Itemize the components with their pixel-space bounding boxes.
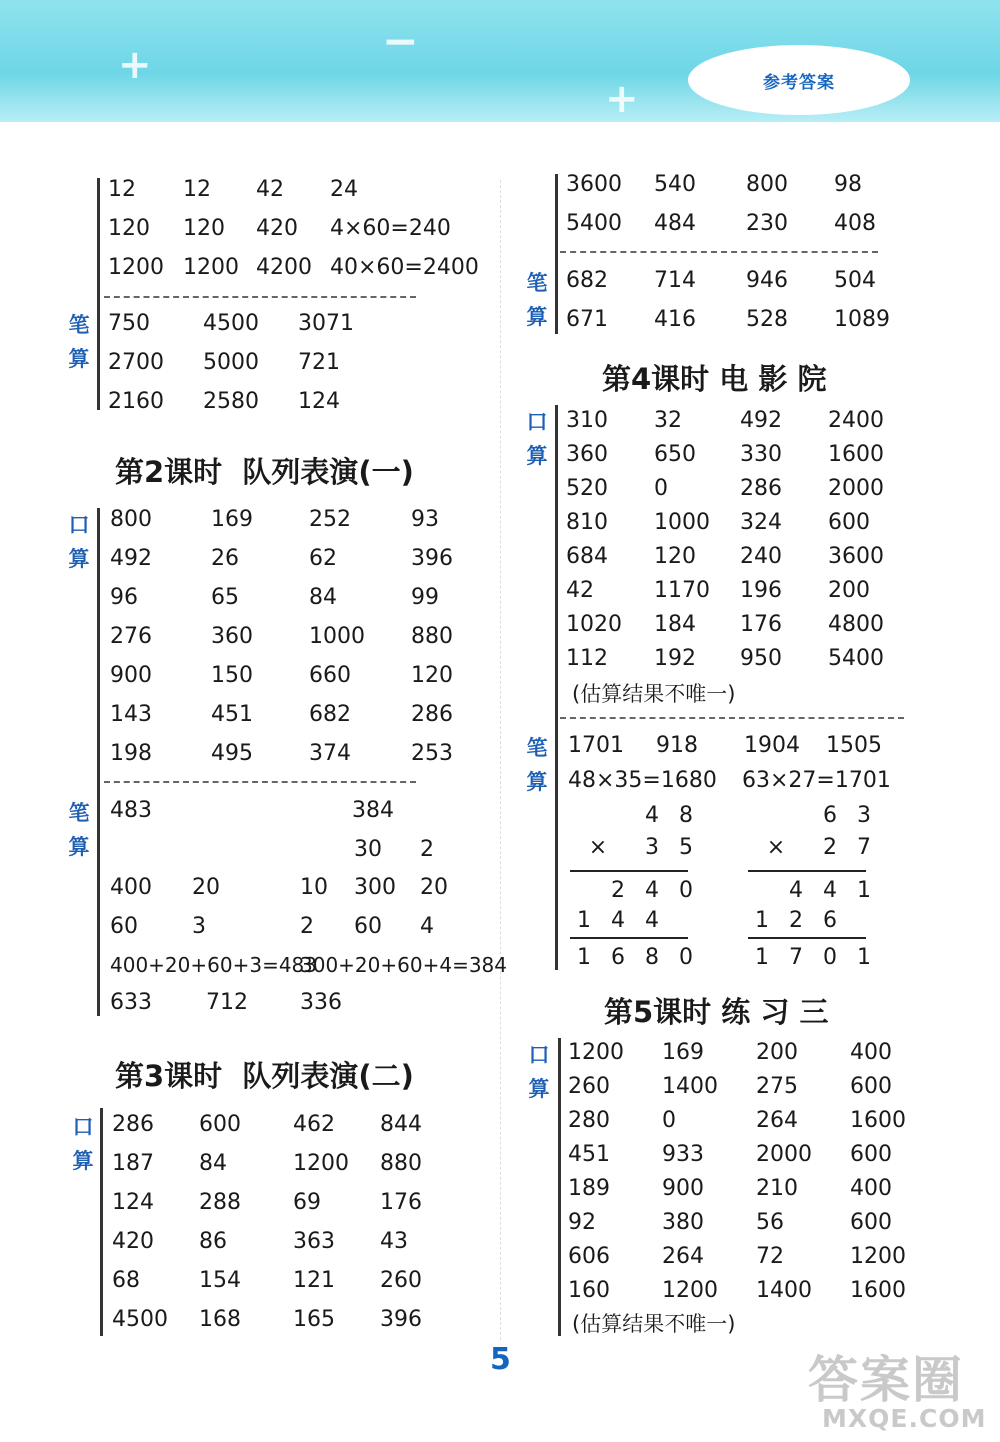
answer-cell: 750: [108, 311, 150, 336]
answer-cell: 192: [654, 646, 696, 671]
answer-cell: 69: [293, 1190, 321, 1215]
answer-cell: 96: [110, 585, 138, 610]
answer-cell: 324: [740, 510, 782, 535]
answer-cell: 330: [740, 442, 782, 467]
answer-cell: 504: [834, 268, 876, 293]
answer-cell: 682: [309, 702, 351, 727]
label-bi: 笔算: [526, 271, 548, 329]
answer-cell: 2580: [203, 389, 259, 414]
answer-cell: 189: [568, 1176, 610, 1201]
label-kou: 口算: [72, 1115, 94, 1173]
calc-rule: [570, 937, 688, 939]
answer-cell: 400+20+60+3=483: [110, 953, 318, 977]
answer-cell: 880: [380, 1151, 422, 1176]
answer-cell: 260: [568, 1074, 610, 1099]
section-bar: [555, 174, 558, 334]
answer-cell: 1600: [850, 1278, 906, 1303]
answer-cell: 374: [309, 741, 351, 766]
answer-cell: 84: [309, 585, 337, 610]
answer-cell: 1200: [108, 255, 164, 280]
calc-digit: 4: [645, 908, 659, 933]
answer-cell: 260: [380, 1268, 422, 1293]
calc-digit: 7: [857, 835, 871, 860]
answer-cell: 168: [199, 1307, 241, 1332]
answer-cell: 1701: [568, 733, 624, 758]
answer-cell: 120: [654, 544, 696, 569]
calc-digit: 1: [857, 945, 871, 970]
answer-cell: 169: [211, 507, 253, 532]
calc-digit: 2: [789, 908, 803, 933]
lesson4-title: 第4课时 电 影 院: [602, 362, 827, 396]
answer-cell: 484: [654, 211, 696, 236]
answer-cell: 56: [756, 1210, 784, 1235]
answer-cell: 918: [656, 733, 698, 758]
answer-cell: 12: [183, 177, 211, 202]
answer-cell: 946: [746, 268, 788, 293]
label-bi: 笔算: [68, 313, 90, 371]
section-bar: [555, 405, 558, 970]
calc-digit: 3: [645, 835, 659, 860]
answer-cell: 200: [828, 578, 870, 603]
answer-cell: 950: [740, 646, 782, 671]
answer-cell: 360: [211, 624, 253, 649]
dashed-divider: [104, 296, 416, 298]
dashed-divider: [560, 717, 904, 719]
answer-cell: 99: [411, 585, 439, 610]
answer-cell: 671: [566, 307, 608, 332]
calc-digit: 1: [755, 908, 769, 933]
answer-cell: 300: [354, 875, 396, 900]
answer-cell: 2000: [828, 476, 884, 501]
answer-cell: 2160: [108, 389, 164, 414]
label-kou: 口算: [528, 1043, 550, 1101]
answer-cell: 660: [309, 663, 351, 688]
answer-cell: 900: [662, 1176, 704, 1201]
answer-cell: 600: [850, 1210, 892, 1235]
answer-cell: 72: [756, 1244, 784, 1269]
answer-cell: 600: [828, 510, 870, 535]
answer-cell: 42: [256, 177, 284, 202]
answer-cell: 86: [199, 1229, 227, 1254]
calc-digit: ×: [766, 835, 786, 860]
answer-cell: 360: [566, 442, 608, 467]
answer-cell: 176: [740, 612, 782, 637]
answer-cell: 880: [411, 624, 453, 649]
answer-cell: 62: [309, 546, 337, 571]
calc-digit: 4: [645, 803, 659, 828]
answer-cell: 120: [183, 216, 225, 241]
calc-rule: [570, 870, 688, 872]
label-kou: 口算: [526, 410, 548, 468]
answer-cell: 528: [746, 307, 788, 332]
answer-cell: 63×27=1701: [742, 768, 891, 793]
calc-digit: 1: [857, 878, 871, 903]
answer-cell: 810: [566, 510, 608, 535]
answer-cell: 2000: [756, 1142, 812, 1167]
answer-cell: 165: [293, 1307, 335, 1332]
calc-digit: 2: [823, 835, 837, 860]
answer-cell: 540: [654, 172, 696, 197]
answer-cell: 1000: [654, 510, 710, 535]
answer-cell: 60: [354, 914, 382, 939]
answer-cell: 124: [112, 1190, 154, 1215]
answer-cell: 40×60=2400: [330, 255, 479, 280]
calc-digit: ×: [588, 835, 608, 860]
calc-rule: [748, 937, 866, 939]
answer-cell: 1400: [756, 1278, 812, 1303]
calc-digit: 4: [823, 878, 837, 903]
answer-cell: 112: [566, 646, 608, 671]
answer-cell: 1020: [566, 612, 622, 637]
answer-cell: 1400: [662, 1074, 718, 1099]
answer-cell: 400: [850, 1040, 892, 1065]
answer-cell: 396: [380, 1307, 422, 1332]
answer-cell: 1000: [309, 624, 365, 649]
answer-cell: 400: [850, 1176, 892, 1201]
answer-cell: 600: [850, 1142, 892, 1167]
label-kou: 口算: [68, 513, 90, 571]
calc-digit: 8: [645, 945, 659, 970]
answer-cell: 408: [834, 211, 876, 236]
answer-cell: 230: [746, 211, 788, 236]
plus-symbol: +: [118, 42, 152, 88]
answer-cell: 800: [110, 507, 152, 532]
answer-cell: 1170: [654, 578, 710, 603]
watermark-url: MXQE.COM: [822, 1404, 987, 1433]
answer-cell: 198: [110, 741, 152, 766]
answer-cell: 3600: [828, 544, 884, 569]
answer-cell: 721: [298, 350, 340, 375]
answer-cell: 240: [740, 544, 782, 569]
answer-cell: 154: [199, 1268, 241, 1293]
answer-cell: 5400: [828, 646, 884, 671]
answer-cell: 380: [662, 1210, 704, 1235]
estimate-note: (估算结果不唯一): [572, 682, 736, 706]
calc-digit: 8: [679, 803, 693, 828]
answer-cell: 264: [756, 1108, 798, 1133]
answer-cell: 684: [566, 544, 608, 569]
answer-cell: 714: [654, 268, 696, 293]
answer-cell: 400: [110, 875, 152, 900]
calc-digit: 1: [577, 908, 591, 933]
answer-cell: 124: [298, 389, 340, 414]
answer-cell: 210: [756, 1176, 798, 1201]
answer-cell: 2: [420, 837, 434, 862]
answer-cell: 288: [199, 1190, 241, 1215]
answer-cell: 483: [110, 798, 152, 823]
calc-digit: 6: [823, 908, 837, 933]
answer-cell: 1904: [744, 733, 800, 758]
answer-cell: 3071: [298, 311, 354, 336]
answer-cell: 416: [654, 307, 696, 332]
answer-cell: 286: [112, 1112, 154, 1137]
answer-cell: 0: [654, 476, 668, 501]
answer-cell: 4200: [256, 255, 312, 280]
estimate-note: (估算结果不唯一): [572, 1312, 736, 1336]
lesson3-title: 第3课时 队列表演(二): [115, 1059, 414, 1093]
answer-cell: 120: [411, 663, 453, 688]
answer-cell: 420: [112, 1229, 154, 1254]
answer-cell: 1089: [834, 307, 890, 332]
answer-cell: 184: [654, 612, 696, 637]
answer-cell: 253: [411, 741, 453, 766]
dashed-divider: [104, 781, 416, 783]
answer-cell: 30: [354, 837, 382, 862]
answer-cell: 20: [420, 875, 448, 900]
answer-cell: 650: [654, 442, 696, 467]
answer-cell: 143: [110, 702, 152, 727]
answer-cell: 606: [568, 1244, 610, 1269]
calc-digit: 6: [611, 945, 625, 970]
answer-cell: 275: [756, 1074, 798, 1099]
answer-cell: 160: [568, 1278, 610, 1303]
calc-digit: 0: [679, 878, 693, 903]
answer-cell: 24: [330, 177, 358, 202]
answer-cell: 4500: [203, 311, 259, 336]
answer-cell: 712: [206, 990, 248, 1015]
answer-cell: 800: [746, 172, 788, 197]
answer-cell: 286: [740, 476, 782, 501]
answer-cell: 520: [566, 476, 608, 501]
answer-cell: 300+20+60+4=384: [300, 953, 508, 977]
header-banner: [0, 0, 1000, 122]
answer-cell: 20: [192, 875, 220, 900]
answer-cell: 32: [654, 408, 682, 433]
calc-digit: 1: [577, 945, 591, 970]
calc-digit: 2: [611, 878, 625, 903]
answer-cell: 4800: [828, 612, 884, 637]
answer-cell: 451: [568, 1142, 610, 1167]
page-number: 5: [490, 1342, 511, 1377]
answer-cell: 43: [380, 1229, 408, 1254]
answer-cell: 1505: [826, 733, 882, 758]
answer-cell: 633: [110, 990, 152, 1015]
calc-rule: [748, 870, 866, 872]
watermark-logo: 答案圈: [808, 1351, 964, 1409]
answer-cell: 363: [293, 1229, 335, 1254]
answer-cell: 420: [256, 216, 298, 241]
answer-cell: 1200: [183, 255, 239, 280]
answer-cell: 92: [568, 1210, 596, 1235]
answer-cell: 120: [108, 216, 150, 241]
calc-digit: 6: [823, 803, 837, 828]
answer-cell: 1200: [850, 1244, 906, 1269]
answer-cell: 176: [380, 1190, 422, 1215]
answer-cell: 462: [293, 1112, 335, 1137]
answer-cell: 310: [566, 408, 608, 433]
calc-digit: 1: [755, 945, 769, 970]
answer-cell: 1600: [850, 1108, 906, 1133]
answer-badge-label: 参考答案: [763, 72, 835, 93]
answer-cell: 26: [211, 546, 239, 571]
answer-cell: 682: [566, 268, 608, 293]
plus-symbol: +: [605, 76, 639, 122]
answer-cell: 384: [352, 798, 394, 823]
answer-cell: 169: [662, 1040, 704, 1065]
answer-cell: 844: [380, 1112, 422, 1137]
section-bar: [558, 1038, 561, 1336]
section-bar: [100, 1108, 103, 1336]
answer-cell: 4×60=240: [330, 216, 451, 241]
section-bar: [97, 178, 100, 410]
answer-cell: 2: [300, 914, 314, 939]
answer-cell: 2700: [108, 350, 164, 375]
label-bi: 笔算: [526, 736, 548, 794]
answer-cell: 396: [411, 546, 453, 571]
calc-digit: 0: [679, 945, 693, 970]
calc-digit: 5: [679, 835, 693, 860]
answer-cell: 1200: [293, 1151, 349, 1176]
answer-cell: 93: [411, 507, 439, 532]
lesson2-title: 第2课时 队列表演(一): [115, 455, 414, 489]
section-bar: [97, 508, 100, 1016]
calc-digit: 4: [645, 878, 659, 903]
answer-cell: 12: [108, 177, 136, 202]
answer-cell: 900: [110, 663, 152, 688]
answer-cell: 121: [293, 1268, 335, 1293]
answer-cell: 3600: [566, 172, 622, 197]
answer-cell: 150: [211, 663, 253, 688]
answer-cell: 48×35=1680: [568, 768, 717, 793]
answer-cell: 60: [110, 914, 138, 939]
answer-cell: 68: [112, 1268, 140, 1293]
calc-digit: 4: [789, 878, 803, 903]
calc-digit: 4: [611, 908, 625, 933]
answer-cell: 933: [662, 1142, 704, 1167]
answer-cell: 187: [112, 1151, 154, 1176]
calc-digit: 7: [789, 945, 803, 970]
answer-cell: 196: [740, 578, 782, 603]
answer-cell: 276: [110, 624, 152, 649]
answer-cell: 280: [568, 1108, 610, 1133]
answer-cell: 492: [740, 408, 782, 433]
column-divider: [500, 180, 501, 1340]
answer-cell: 1600: [828, 442, 884, 467]
minus-symbol: −: [382, 16, 419, 67]
label-bi: 笔算: [68, 801, 90, 859]
answer-cell: 5400: [566, 211, 622, 236]
answer-cell: 0: [662, 1108, 676, 1133]
answer-cell: 1200: [568, 1040, 624, 1065]
answer-cell: 1200: [662, 1278, 718, 1303]
answer-cell: 42: [566, 578, 594, 603]
answer-cell: 10: [300, 875, 328, 900]
answer-cell: 264: [662, 1244, 704, 1269]
answer-cell: 4: [420, 914, 434, 939]
answer-cell: 336: [300, 990, 342, 1015]
answer-cell: 65: [211, 585, 239, 610]
answer-badge: [688, 45, 910, 115]
answer-cell: 84: [199, 1151, 227, 1176]
answer-cell: 492: [110, 546, 152, 571]
answer-cell: 600: [199, 1112, 241, 1137]
answer-cell: 98: [834, 172, 862, 197]
answer-cell: 4500: [112, 1307, 168, 1332]
dashed-divider: [560, 251, 878, 253]
lesson5-title: 第5课时 练 习 三: [604, 995, 829, 1029]
answer-cell: 495: [211, 741, 253, 766]
answer-cell: 451: [211, 702, 253, 727]
answer-cell: 252: [309, 507, 351, 532]
answer-cell: 286: [411, 702, 453, 727]
calc-digit: 0: [823, 945, 837, 970]
answer-cell: 600: [850, 1074, 892, 1099]
answer-cell: 5000: [203, 350, 259, 375]
answer-cell: 200: [756, 1040, 798, 1065]
answer-cell: 3: [192, 914, 206, 939]
answer-cell: 2400: [828, 408, 884, 433]
calc-digit: 3: [857, 803, 871, 828]
